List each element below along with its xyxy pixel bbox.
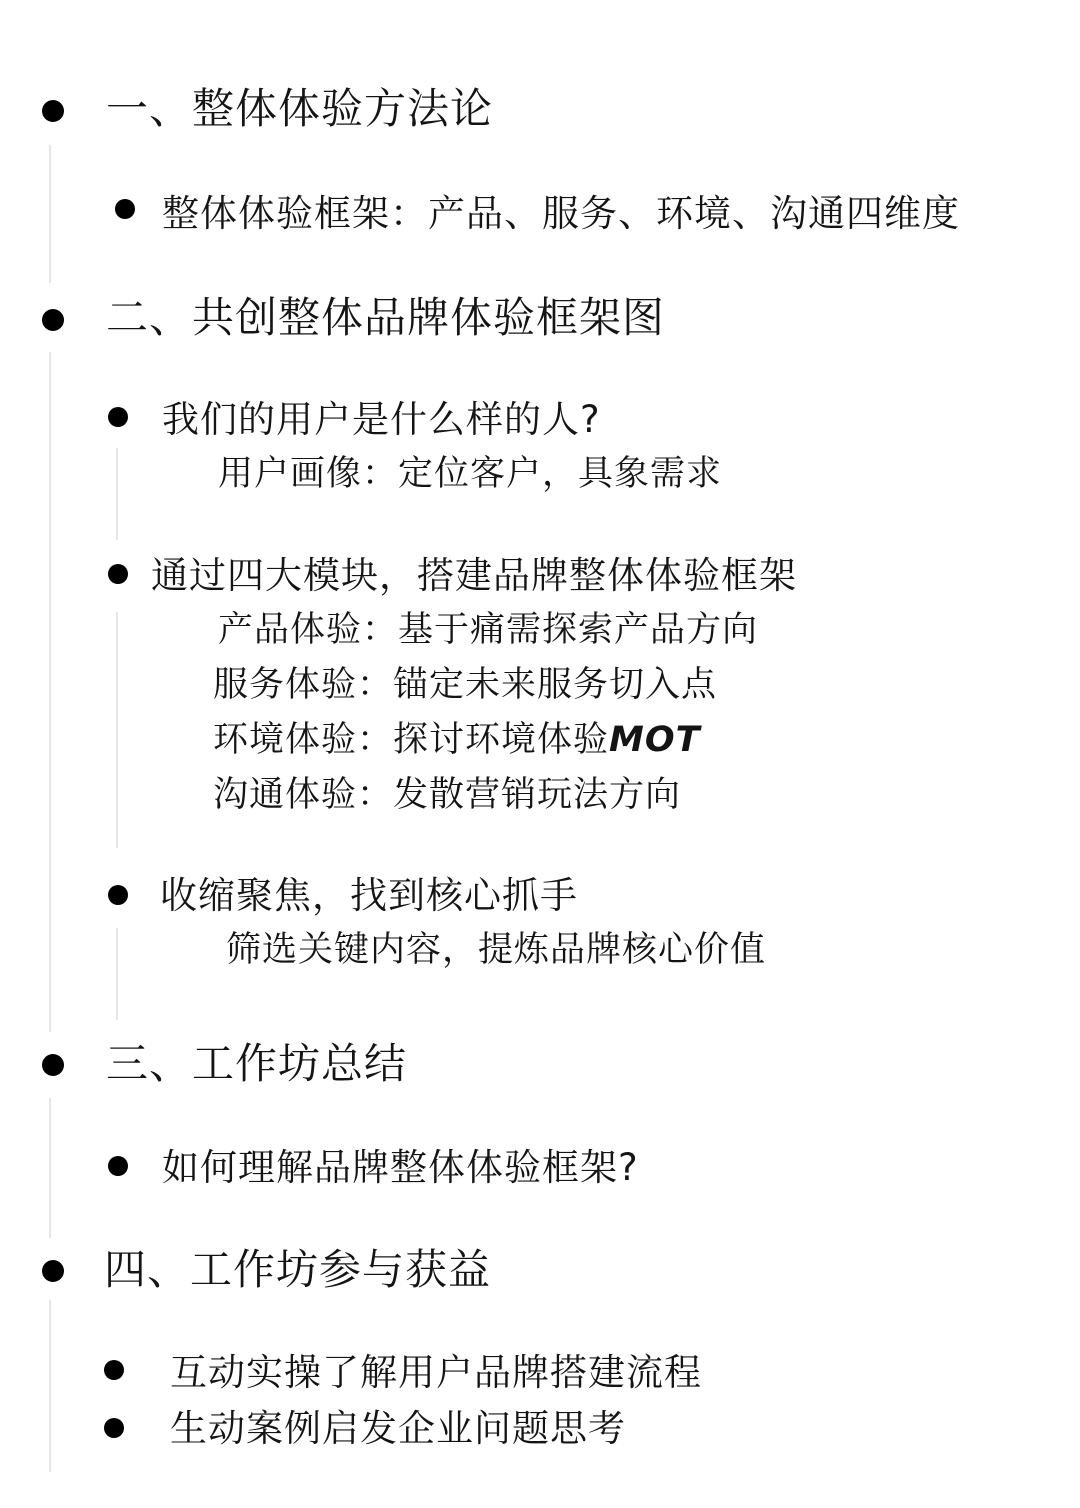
section-1-guide-line <box>49 145 51 283</box>
section-title: 二、共创整体品牌体验框架图 <box>106 293 666 342</box>
list-item-detail: 产品体验：基于痛需探索产品方向 <box>218 610 759 650</box>
list-bullet <box>104 1360 124 1380</box>
list-item: 生动案例启发企业问题思考 <box>170 1407 626 1450</box>
section-2-guide-line <box>49 352 51 1032</box>
detail-text: 环境体验：探讨环境体验 <box>213 720 610 760</box>
subitem-3-guide-line <box>116 928 118 1020</box>
list-bullet <box>104 1418 124 1438</box>
list-bullet <box>108 885 128 905</box>
section-title: 三、工作坊总结 <box>106 1039 408 1088</box>
list-item: 互动实操了解用户品牌搭建流程 <box>170 1351 702 1394</box>
list-bullet <box>108 1156 128 1176</box>
list-item-detail: 沟通体验：发散营销玩法方向 <box>213 775 682 815</box>
list-bullet <box>115 199 135 219</box>
section-bullet <box>42 1260 64 1282</box>
section-4-guide-line <box>49 1300 51 1472</box>
section-bullet <box>42 309 64 331</box>
list-bullet <box>108 407 128 427</box>
list-item: 收缩聚焦，找到核心抓手 <box>160 874 578 917</box>
list-item: 如何理解品牌整体体验框架? <box>162 1146 639 1189</box>
list-item-detail: 筛选关键内容，提炼品牌核心价值 <box>226 930 767 970</box>
list-item: 通过四大模块，搭建品牌整体体验框架 <box>151 554 797 597</box>
list-item-detail <box>213 720 701 760</box>
list-item: 我们的用户是什么样的人? <box>162 398 601 441</box>
list-item: 整体体验框架：产品、服务、环境、沟通四维度 <box>162 192 960 235</box>
list-item-detail: 用户画像：定位客户，具象需求 <box>218 454 723 494</box>
list-item-detail: 服务体验：锚定未来服务切入点 <box>213 665 718 705</box>
section-bullet <box>42 1054 64 1076</box>
section-title: 四、工作坊参与获益 <box>104 1245 492 1294</box>
list-bullet <box>108 564 128 584</box>
section-bullet <box>42 100 64 122</box>
section-title: 一、整体体验方法论 <box>106 84 494 133</box>
subitem-1-guide-line <box>116 448 118 540</box>
detail-text-bold: MOT <box>609 720 701 760</box>
subitem-2-guide-line <box>116 612 118 848</box>
section-3-guide-line <box>49 1098 51 1238</box>
